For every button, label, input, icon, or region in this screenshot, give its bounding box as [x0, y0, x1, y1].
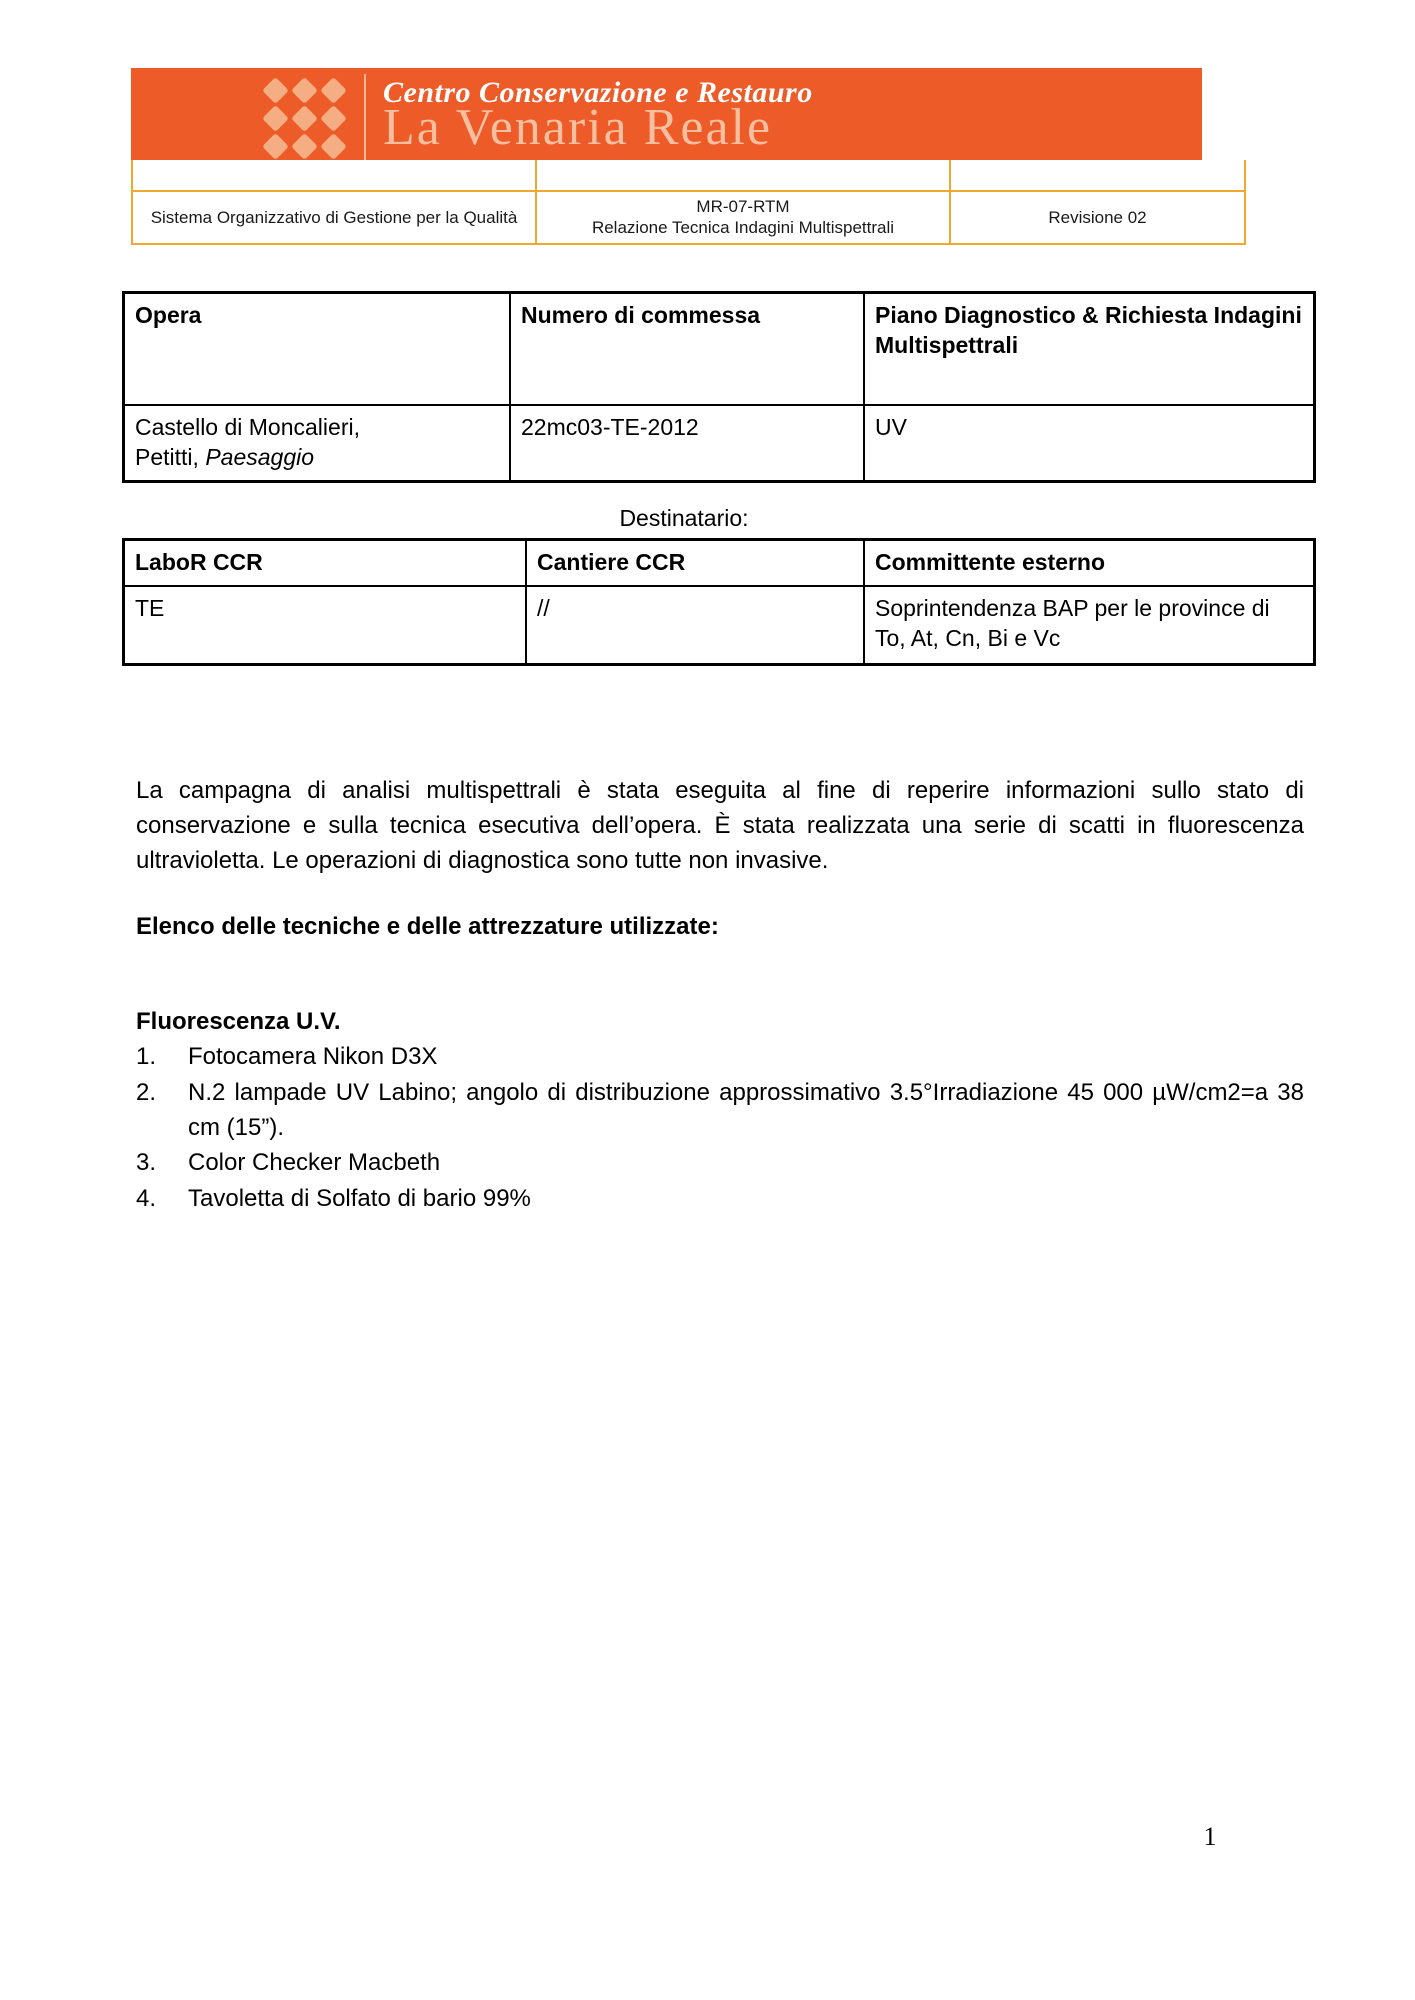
list-item-text: Color Checker Macbeth: [188, 1149, 441, 1177]
list-item-marker: 4.: [136, 1185, 157, 1213]
header-cell-revision: Revisione 02: [950, 191, 1245, 244]
opera-header-opera: Opera: [124, 293, 511, 406]
destinatario-label: Destinatario:: [619, 505, 749, 531]
header-table-spacer-row: [132, 160, 1245, 191]
list-item-marker: 1.: [136, 1043, 157, 1070]
dest-header-labor: LaboR CCR: [124, 540, 527, 587]
list-item: [136, 1182, 1304, 1217]
opera-header-piano: Piano Diagnostico & Richiesta Indagini Multispettrali: [864, 293, 1315, 406]
list-item-text: Tavoletta di Solfato di bario 99%: [188, 1185, 531, 1213]
logo-title-secondary: La Venaria Reale: [383, 99, 773, 156]
table-row: [124, 405, 1315, 481]
list-item-text: Fotocamera Nikon D3X: [188, 1043, 438, 1070]
opera-table-header-row: [124, 293, 1315, 406]
logo-divider: [364, 74, 366, 160]
opera-name-line1: Castello di Moncalieri,: [135, 414, 360, 440]
technique-heading: Fluorescenza U.V.: [136, 1008, 341, 1035]
equipment-list: [136, 1040, 1304, 1218]
header-table-row: [132, 191, 1245, 244]
list-item: [136, 1040, 1304, 1075]
page-number: 1: [1203, 1822, 1217, 1851]
dest-header-committente: Committente esterno: [864, 540, 1315, 587]
diamond-pattern-icon: [261, 76, 349, 160]
intro-paragraph: La campagna di analisi multispettrali è stata eseguita al fine di reperire informazioni sullo stato di conservazione e sulla tecnica esecutiva dell’opera. È stata realizzata una serie di scatti in fluorescenza ultravioletta. Le operazioni di diagnostica sono tutte non invasive.: [136, 777, 1304, 874]
opera-table: [122, 291, 1316, 483]
dest-cell-committente: Soprintendenza BAP per le province di To, At, Cn, Bi e Vc: [864, 586, 1315, 665]
logo-banner: [131, 68, 1202, 160]
header-spacer-cell-1: [132, 160, 536, 191]
opera-name-author: Petitti,: [135, 443, 206, 470]
list-item: [136, 1146, 1304, 1181]
header-spacer-cell-2: [536, 160, 950, 191]
table-row: [124, 586, 1315, 665]
header-cell-code: [536, 191, 950, 244]
destinatario-table-header-row: [124, 540, 1315, 587]
header-code-subtitle: Relazione Tecnica Indagini Multispettrali: [591, 218, 895, 238]
list-item: [136, 1076, 1304, 1146]
dest-header-cantiere: Cantiere CCR: [526, 540, 864, 587]
logo-title-primary: Centro Conservazione e Restauro: [383, 76, 813, 109]
dest-cell-labor: TE: [124, 586, 527, 665]
dest-cell-cantiere: //: [526, 586, 864, 665]
destinatario-table: [122, 538, 1316, 666]
list-item-text: N.2 lampade UV Labino; angolo di distribuzione approssimativo 3.5°Irradiazione 45 000 µW/cm2=a 38 cm (15”).: [188, 1078, 1304, 1141]
opera-cell-piano: UV: [864, 405, 1315, 481]
opera-cell-commessa: 22mc03-TE-2012: [510, 405, 864, 481]
opera-cell-name: [124, 405, 511, 481]
section-heading: Elenco delle tecniche e delle attrezzature utilizzate:: [136, 913, 719, 940]
opera-name-line2: [135, 443, 499, 473]
header-spacer-cell-3: [950, 160, 1245, 191]
opera-name-title: Paesaggio: [205, 443, 315, 470]
header-cell-system: Sistema Organizzativo di Gestione per la Qualità: [132, 191, 536, 244]
header-code-line: MR-07-RTM: [696, 197, 790, 216]
list-item-marker: 2.: [136, 1078, 157, 1106]
list-item-marker: 3.: [136, 1149, 157, 1177]
opera-header-commessa: Numero di commessa: [510, 293, 864, 406]
document-header-table: [131, 160, 1246, 245]
